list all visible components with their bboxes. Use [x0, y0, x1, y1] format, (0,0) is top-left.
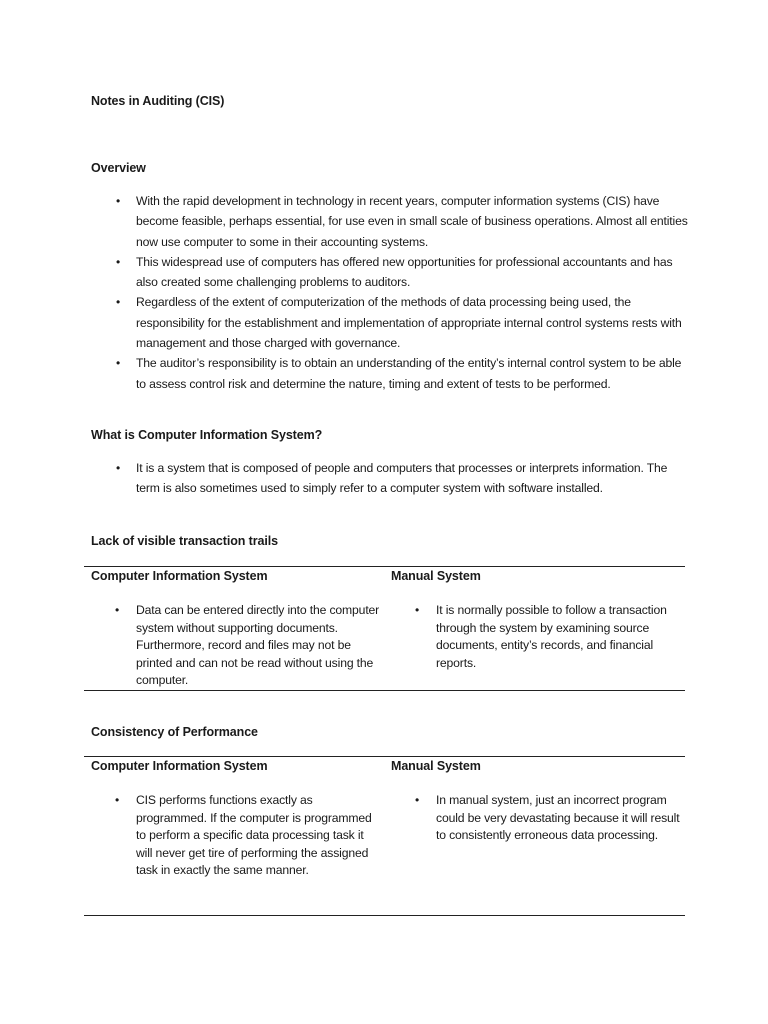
what-is-cis-bullet-list: [91, 458, 691, 499]
document-title: Notes in Auditing (CIS): [91, 94, 225, 108]
consistency-table: [84, 756, 685, 916]
overview-bullet: • Regardless of the extent of computerization of the methods of data processing being used, the responsibility for the establishment and implementation of appropriate internal control systems rests with management and those charged with governance.: [91, 292, 691, 353]
trails-manual-column-heading: Manual System: [391, 569, 481, 583]
consistency-heading: Consistency of Performance: [91, 725, 258, 739]
transaction-trails-heading: Lack of visible transaction trails: [91, 534, 278, 548]
bullet-dot-icon: •: [115, 603, 120, 617]
bullet-dot-icon: •: [415, 603, 420, 617]
overview-bullet-list: [91, 191, 691, 394]
consistency-cis-column-heading: Computer Information System: [91, 759, 268, 773]
overview-bullet: • This widespread use of computers has offered new opportunities for professional accountants and has also created some challenging problems to auditors.: [91, 252, 691, 293]
consistency-manual-text: In manual system, just an incorrect program could be very devastating because it will result to consistently erroneous data processing.: [436, 793, 680, 842]
bullet-dot-icon: •: [115, 793, 120, 807]
consistency-manual-column-heading: Manual System: [391, 759, 481, 773]
overview-bullet: • The auditor’s responsibility is to obtain an understanding of the entity’s internal control system to be able to assess control risk and determine the nature, timing and extent of tests to be performed.: [91, 353, 691, 394]
bullet-dot-icon: •: [415, 793, 420, 807]
transaction-trails-table: [84, 566, 685, 691]
trails-cis-text: Data can be entered directly into the computer system without supporting documents. Furthermore, record and files may not be printed and can not be read without using the computer.: [136, 603, 380, 687]
trails-cis-column-heading: Computer Information System: [91, 569, 268, 583]
overview-heading: Overview: [91, 161, 146, 175]
consistency-cis-text: CIS performs functions exactly as programmed. If the computer is programmed to perform a specific data processing task it will never get tire of performing the assigned task in exactly the same manner.: [136, 793, 372, 877]
what-is-cis-heading: What is Computer Information System?: [91, 428, 323, 442]
trails-manual-text: It is normally possible to follow a transaction through the system by examining source documents, entity’s records, and financial reports.: [436, 603, 667, 670]
overview-bullet: • With the rapid development in technology in recent years, computer information systems (CIS) have become feasible, perhaps essential, for use even in small scale of business operations. Almost all entities now use computer to some in their accounting systems.: [91, 191, 691, 252]
what-is-cis-bullet: • It is a system that is composed of people and computers that processes or interprets information. The term is also sometimes used to simply refer to a computer system with software installed.: [91, 458, 691, 499]
